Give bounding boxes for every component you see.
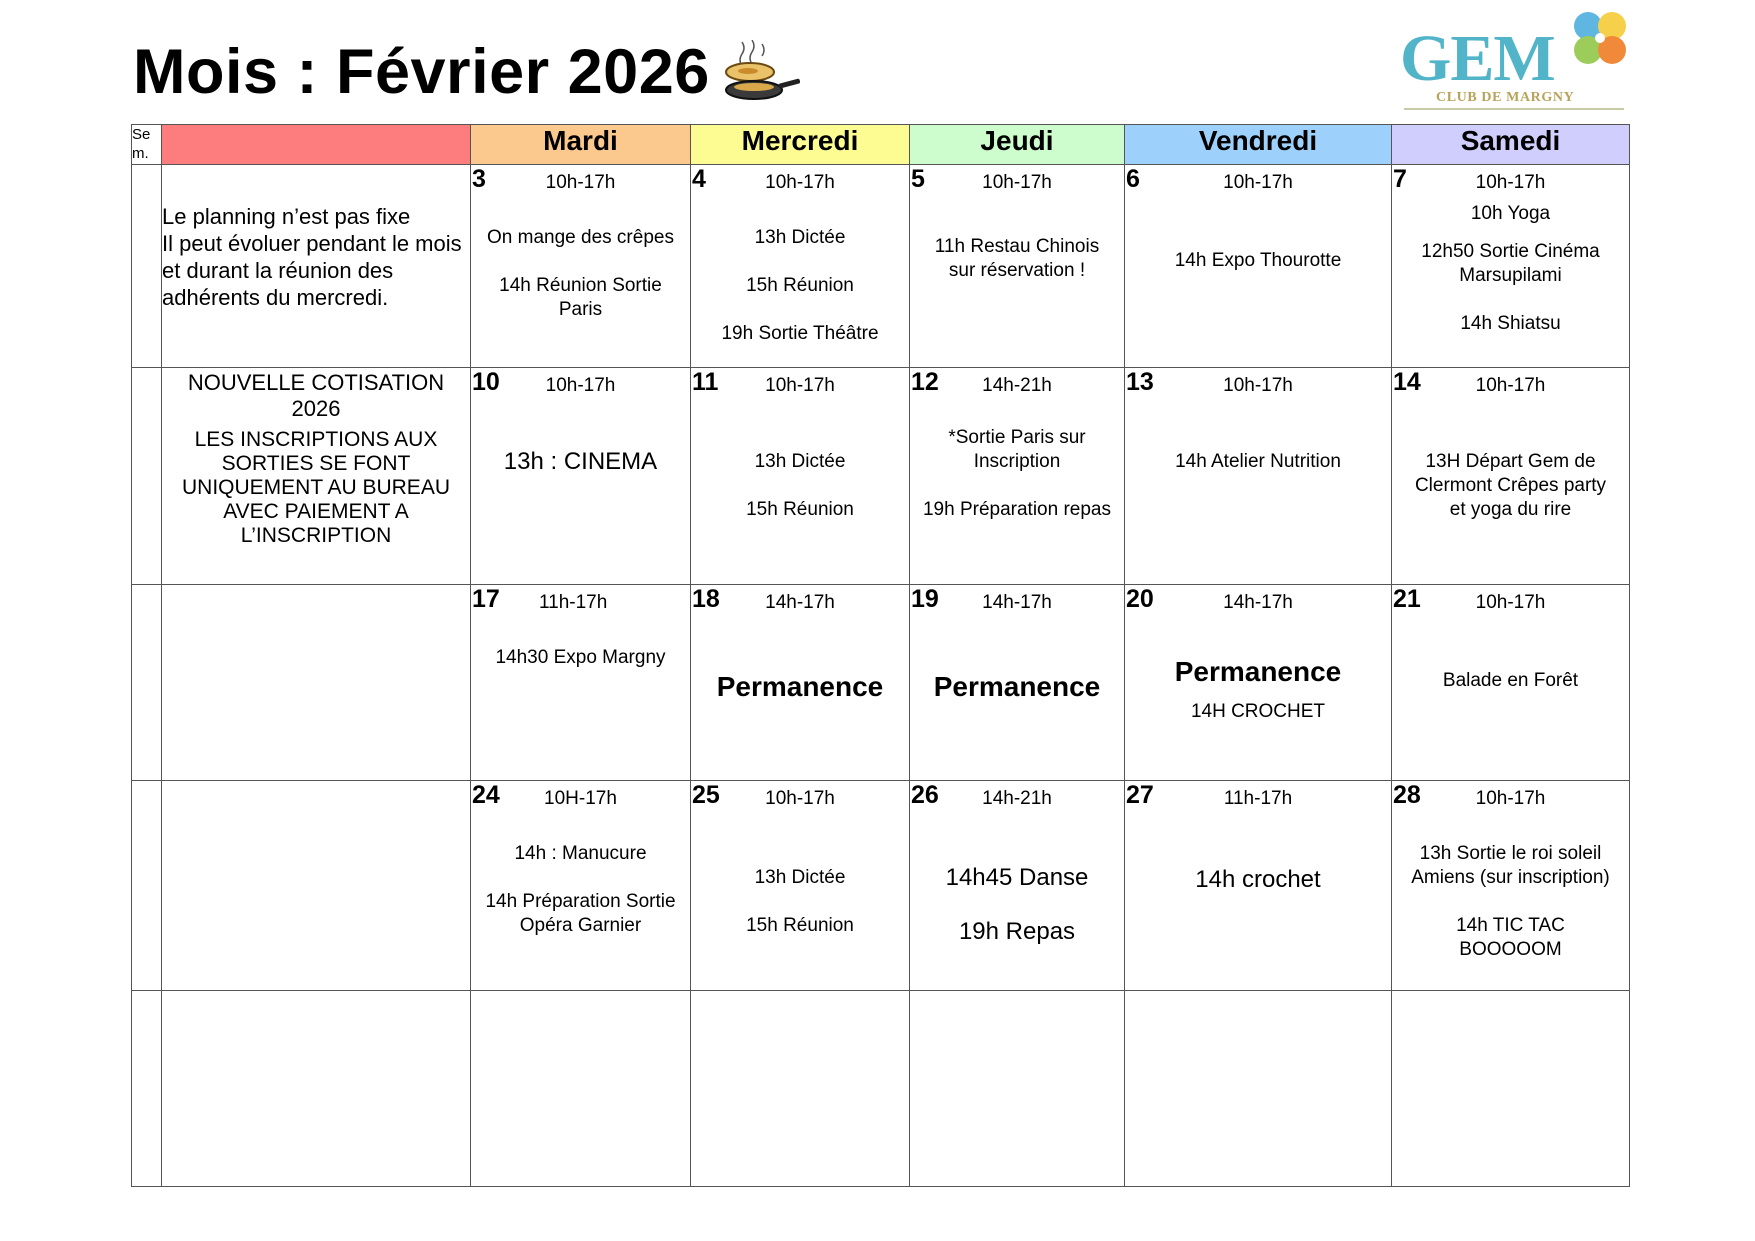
notes-cell — [162, 781, 471, 991]
event: *Sortie Paris sur Inscription — [948, 427, 1086, 472]
day-number: 25 — [692, 781, 720, 809]
notes-header — [162, 125, 471, 165]
event: 14h Atelier Nutrition — [1175, 451, 1341, 472]
opening-hours: 14h-17h — [765, 592, 835, 613]
day-cell — [1125, 585, 1392, 781]
day-number: 3 — [472, 165, 486, 193]
day-number: 17 — [472, 585, 500, 613]
notes-cell — [162, 991, 471, 1187]
day-cell — [471, 585, 691, 781]
day-number: 11 — [692, 368, 719, 396]
week-header: Se m. — [132, 125, 162, 165]
event: 14h45 Danse — [945, 864, 1089, 891]
event: 12h50 Sortie Cinéma Marsupilami — [1421, 241, 1600, 286]
opening-hours: 10h-17h — [1475, 375, 1546, 396]
event: 13h Dictée — [754, 227, 846, 248]
day-cell — [1392, 781, 1630, 991]
day-header-vendredi: Vendredi — [1125, 125, 1392, 165]
week-number-cell — [132, 781, 162, 991]
clover-icon — [1560, 6, 1638, 72]
crepe-pan-icon — [720, 40, 800, 108]
day-number: 19 — [911, 585, 939, 613]
day-cell — [691, 781, 910, 991]
day-cell — [1125, 368, 1392, 585]
day-cell — [471, 991, 691, 1187]
event: 13h Dictée — [754, 451, 846, 472]
opening-hours: 11h-17h — [1223, 788, 1293, 809]
opening-hours: 10h-17h — [545, 172, 616, 193]
day-number: 26 — [911, 781, 939, 809]
day-cell — [1125, 165, 1392, 368]
notes-cell — [162, 585, 471, 781]
event: 14h : Manucure — [514, 843, 647, 864]
day-number: 21 — [1393, 585, 1421, 613]
day-number: 18 — [692, 585, 720, 613]
day-cell — [691, 991, 910, 1187]
week-number-cell — [132, 165, 162, 368]
day-number: 20 — [1126, 585, 1154, 613]
day-cell — [1392, 991, 1630, 1187]
opening-hours: 10h-17h — [1223, 172, 1293, 193]
event: 19h Sortie Théâtre — [721, 323, 879, 344]
event: 13h : CINEMA — [503, 448, 658, 475]
event: 15h Réunion — [746, 915, 854, 936]
event: On mange des crêpes — [487, 227, 674, 248]
header-row — [132, 125, 1630, 165]
page-title: Mois : Février 2026 — [133, 37, 710, 107]
day-cell — [691, 585, 910, 781]
week-row-5 — [132, 991, 1630, 1187]
opening-hours: 10h-17h — [1223, 375, 1293, 396]
day-cell — [1392, 165, 1630, 368]
event: 15h Réunion — [746, 275, 854, 296]
calendar-table — [131, 124, 1630, 1187]
day-cell — [691, 368, 910, 585]
event: 19h Préparation repas — [922, 499, 1111, 520]
day-cell — [910, 991, 1125, 1187]
day-cell — [471, 368, 691, 585]
day-cell — [471, 781, 691, 991]
event: 19h Repas — [958, 918, 1076, 945]
opening-hours: 10h-17h — [765, 375, 835, 396]
opening-hours: 14h-21h — [982, 375, 1052, 396]
opening-hours: 11h-17h — [539, 592, 608, 613]
day-number: 13 — [1126, 368, 1154, 396]
event: 13H Départ Gem de Clermont Crêpes party et yoga du rire — [1414, 451, 1607, 520]
day-number: 5 — [911, 165, 925, 193]
week-row-1 — [132, 165, 1630, 368]
opening-hours: 10h-17h — [545, 375, 616, 396]
event: Permanence — [933, 671, 1101, 702]
opening-hours: 14h-17h — [982, 592, 1052, 613]
event: 15h Réunion — [746, 499, 854, 520]
event: 10h Yoga — [1470, 203, 1551, 224]
gem-logo: GEM CLUB DE MARGNY — [1400, 6, 1640, 114]
week-row-4 — [132, 781, 1630, 991]
day-number: 27 — [1126, 781, 1154, 809]
opening-hours: 10h-17h — [1475, 788, 1546, 809]
event: Balade en Forêt — [1442, 670, 1579, 691]
day-cell — [1125, 781, 1392, 991]
day-cell — [910, 368, 1125, 585]
day-number: 6 — [1126, 165, 1140, 193]
week-row-2 — [132, 368, 1630, 585]
event: 14h Shiatsu — [1460, 313, 1561, 334]
event: 14h30 Expo Margny — [495, 647, 666, 668]
event: 11h Restau Chinois sur réservation ! — [934, 236, 1100, 281]
event: 13h Sortie le roi soleil Amiens (sur inscription) — [1411, 843, 1610, 888]
day-header-mercredi: Mercredi — [691, 125, 910, 165]
day-cell — [1392, 368, 1630, 585]
event: 14h Réunion Sortie Paris — [499, 275, 662, 320]
event: 13h Dictée — [754, 867, 846, 888]
day-number: 24 — [472, 781, 500, 809]
day-cell — [1125, 991, 1392, 1187]
opening-hours: 10h-17h — [1475, 172, 1546, 193]
week-number-cell — [132, 585, 162, 781]
event: 14h crochet — [1195, 866, 1321, 893]
day-number: 10 — [472, 368, 500, 396]
day-cell — [910, 781, 1125, 991]
event: 14H CROCHET — [1190, 701, 1326, 722]
notice-title: NOUVELLE COTISATION 2026 — [187, 370, 445, 421]
day-cell — [910, 585, 1125, 781]
day-cell — [691, 165, 910, 368]
day-number: 12 — [911, 368, 939, 396]
event: 14h Expo Thourotte — [1174, 250, 1342, 271]
cotisation-notice — [162, 368, 471, 585]
day-number: 4 — [692, 165, 706, 193]
day-header-jeudi: Jeudi — [910, 125, 1125, 165]
event: Permanence — [1174, 656, 1342, 687]
planning-note: Le planning n’est pas fixe Il peut évoluer pendant le mois et durant la réunion des adhérents du mercredi. — [162, 165, 471, 368]
day-cell — [471, 165, 691, 368]
opening-hours: 10h-17h — [982, 172, 1052, 193]
day-cell — [910, 165, 1125, 368]
opening-hours: 10h-17h — [765, 172, 835, 193]
week-row-3 — [132, 585, 1630, 781]
opening-hours: 14h-21h — [982, 788, 1052, 809]
day-cell — [1392, 585, 1630, 781]
opening-hours: 10H-17h — [544, 788, 617, 809]
opening-hours: 14h-17h — [1223, 592, 1293, 613]
day-number: 28 — [1393, 781, 1421, 809]
day-number: 7 — [1393, 165, 1407, 193]
event: 14h Préparation Sortie Opéra Garnier — [485, 891, 676, 936]
day-header-samedi: Samedi — [1392, 125, 1630, 165]
week-number-cell — [132, 368, 162, 585]
event: 14h TIC TAC BOOOOOM — [1456, 915, 1565, 960]
opening-hours: 10h-17h — [765, 788, 835, 809]
day-number: 14 — [1393, 368, 1421, 396]
day-header-mardi: Mardi — [471, 125, 691, 165]
week-number-cell — [132, 991, 162, 1187]
event: Permanence — [716, 671, 884, 702]
opening-hours: 10h-17h — [1475, 592, 1546, 613]
notice-body: LES INSCRIPTIONS AUX SORTIES SE FONT UNIQUEMENT AU BUREAU AVEC PAIEMENT A L’INSCRIPTION — [182, 428, 450, 547]
